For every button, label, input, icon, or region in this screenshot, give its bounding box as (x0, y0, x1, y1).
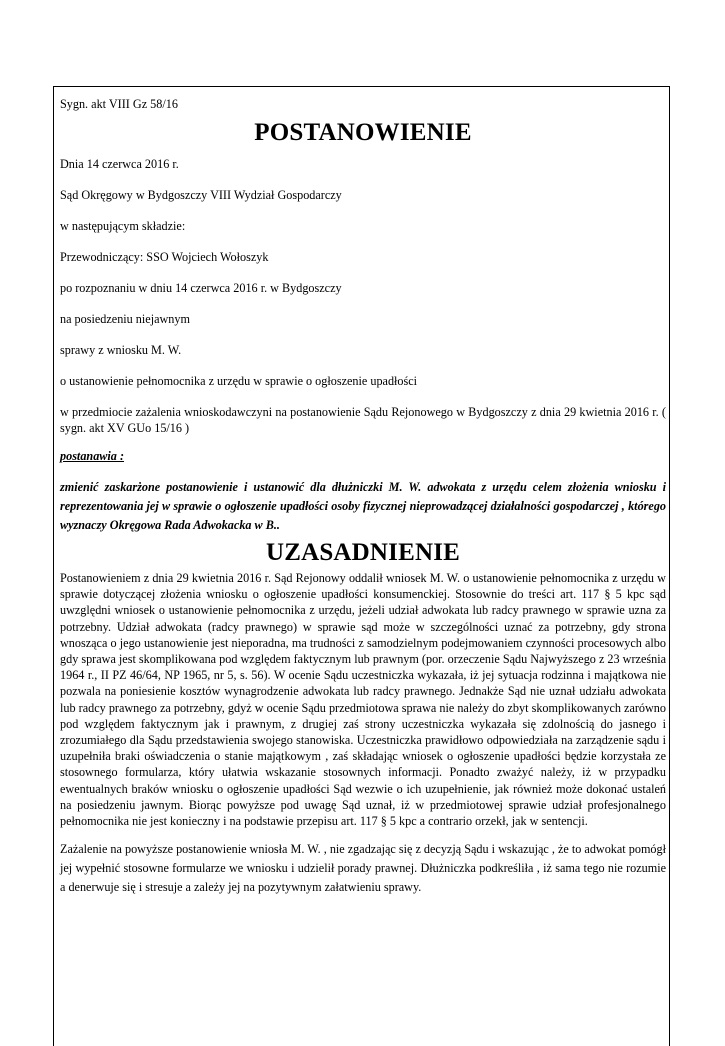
case-applicant: sprawy z wniosku M. W. (60, 343, 182, 357)
decides-heading: postanawia : (60, 449, 124, 463)
justification-title: UZASADNIENIE (265, 539, 461, 566)
appeal-subject: w przedmiocie zażalenia wnioskodawczyni na postanowienie Sądu Rejonowego w Bydgoszczy z dnia 29 kwietnia 2016 r. ( sygn. akt XV GUo 15/16 ) (60, 405, 666, 435)
case-signature: Sygn. akt VIII Gz 58/16 (60, 97, 178, 111)
document-title: POSTANOWIENIE (254, 119, 472, 146)
decision-date: Dnia 14 czerwca 2016 r. (60, 157, 179, 171)
court-name: Sąd Okręgowy w Bydgoszczy VIII Wydział Gospodarczy (60, 188, 342, 202)
document-body (60, 96, 666, 897)
presiding-judge: Przewodniczący: SSO Wojciech Wołoszyk (60, 250, 269, 264)
composition-label: w następującym składzie: (60, 219, 186, 233)
ruling-text: zmienić zaskarżone postanowienie i ustanowić dla dłużniczki M. W. adwokata z urzędu celem złożenia wniosku i reprezentowania jej w sprawie o ogłoszenie upadłości osoby fizycznej nieprowadzącej działalności gospodarczej , którego wyznaczy Okręgowa Rada Adwokacka w B.. (60, 480, 666, 532)
justification-paragraph-2: Zażalenie na powyższe postanowienie wniosła M. W. , nie zgadzając się z decyzją Sądu i wskazując , że to adwokat pomógł jej wypełnić stosowne formularze we wniosku i udzielił porady prawnej. Dłużniczka podkreśliła , iż sama tego nie rozumie a denerwuje się i stresuje a zależy jej na pozytywnym załatwieniu sprawy. (60, 842, 666, 895)
hearing-info: po rozpoznaniu w dniu 14 czerwca 2016 r. w Bydgoszczy (60, 281, 342, 295)
justification-paragraph-1: Postanowieniem z dnia 29 kwietnia 2016 r. Sąd Rejonowy oddalił wniosek M. W. o ustanowienie pełnomocnika z urzędu w sprawie dotyczącej złożenia wniosku o ogłoszenie upadłości konsumenckiej. Stosownie do treści art. 117 § 5 kpc sąd uwzględni wniosek o ustanowienie pełnomocnika z urzędu, jeżeli udział adwokata lub radcy prawnego w sprawie uzna za potrzebny. Udział adwokata (radcy prawnego) w sprawie sąd może w szczególności uznać za potrzebny, gdy strona wnosząca o jego ustanowienie jest nieporadna, ma trudności z samodzielnym podejmowaniem czynności procesowych albo gdy sprawa jest skomplikowana pod względem faktycznym lub prawnym (por. orzeczenie Sądu Najwyższego z 23 września 1964 r., II PZ 46/64, NP 1965, nr 5, s. 56). W ocenie Sądu uczestniczka wykazała, iż jej sytuacja rodzinna i majątkowa nie pozwala na poniesienie kosztów wynagrodzenie adwokata lub radcy prawnego. Jednakże Sąd nie uznał udziału adwokata lub radcy prawnego za potrzebny, gdyż w ocenie Sądu przedmiotowa sprawa nie należy do zbyt skomplikowanych zarówno pod względem faktycznym jak i prawnym, z drugiej zaś strony uczestniczka wykazała się zdolnością do jasnego i zrozumiałego dla Sądu przedstawienia swojego stanowiska. Uczestniczka prawidłowo odpowiedziała na zarządzenie sądu i uzupełniła braki oświadczenia o stanie majątkowym , zaś składając wniosek o ogłoszenie upadłości będzie korzystała ze stosownego formularza, który ułatwia wskazanie stosownych informacji. Ponadto zważyć należy, iż w przypadku ewentualnych braków wniosku o ogłoszenie upadłości Sąd wezwie o ich uzupełnienie, jak również może dokonać ustaleń na posiedzeniu jawnym. Biorąc powyższe pod uwagę Sąd uznał, iż w przedmiotowej sprawie udział profesjonalnego pełnomocnika nie jest konieczny i na podstawie przepisu art. 117 § 5 kpc a contrario orzekł, jak w sentencji. (60, 571, 666, 829)
session-type: na posiedzeniu niejawnym (60, 312, 190, 326)
case-subject: o ustanowienie pełnomocnika z urzędu w sprawie o ogłoszenie upadłości (60, 374, 418, 388)
